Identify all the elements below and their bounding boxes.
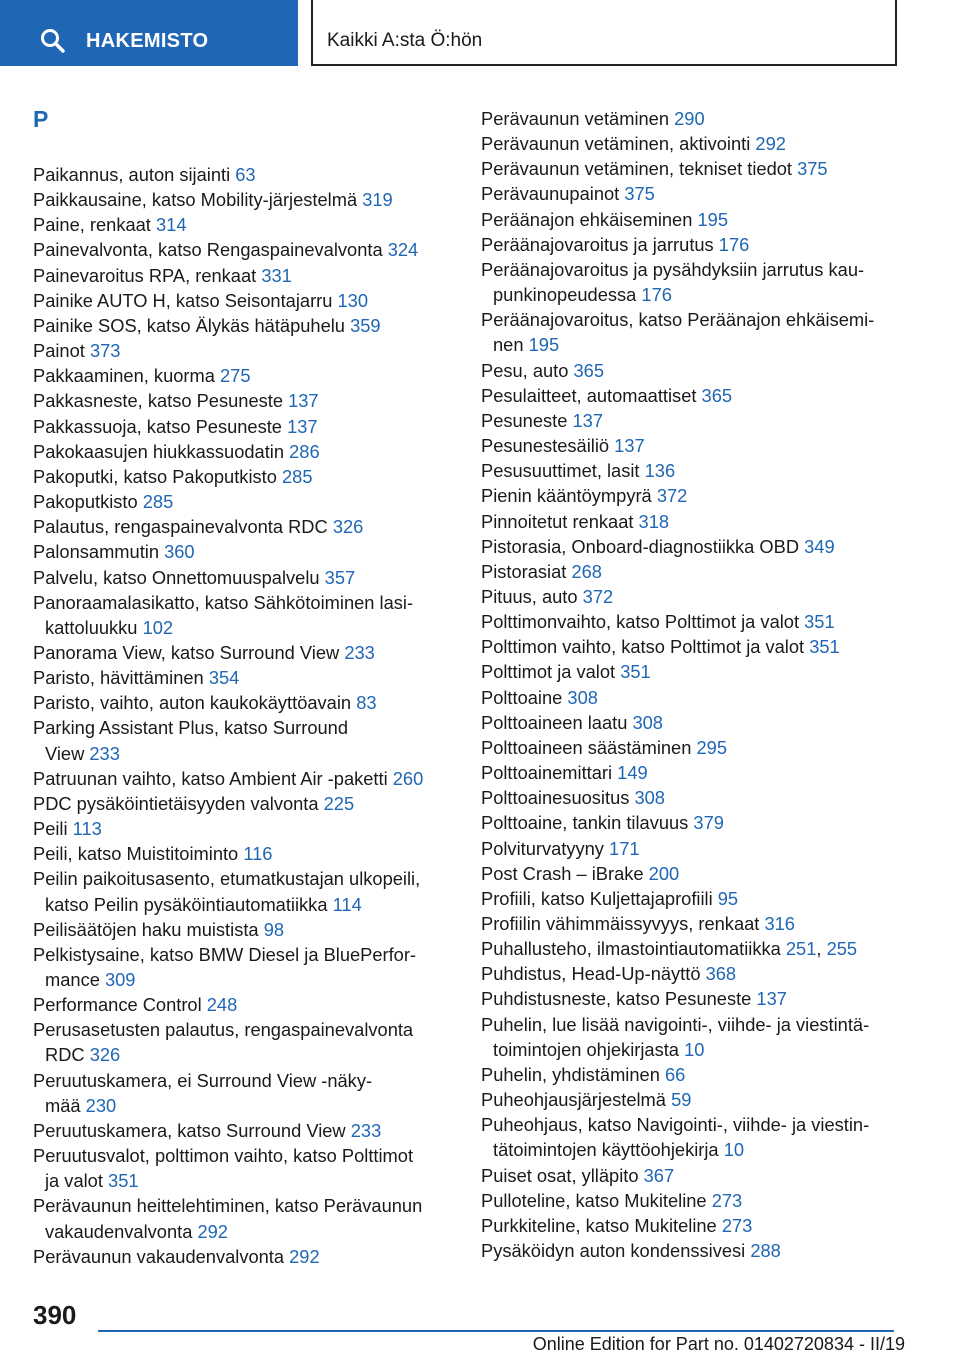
entry-text: Polttimonvaihto, katso Polttimot ja valot: [481, 611, 800, 633]
index-entry: [33, 539, 463, 564]
entry-text: ja valot: [45, 1170, 103, 1192]
page-link[interactable]: 290: [674, 108, 705, 129]
page-link[interactable]: 375: [797, 158, 828, 180]
index-entry: [33, 489, 463, 514]
entry-text: Panorama View, katso Surround View: [33, 641, 340, 663]
entry-text: Puiset osat, ylläpito: [481, 1164, 639, 1186]
entry-text: Puhelin, yhdistäminen: [481, 1063, 660, 1085]
entry-text: Pelkistysaine, katso BMW Diesel ja BluePerfor-: [33, 943, 417, 965]
entry-text: Palautus, rengaspainevalvonta RDC: [33, 516, 328, 538]
index-entry: [481, 685, 901, 710]
entry-text: Pakokaasujen hiukkassuodatin: [33, 440, 285, 462]
entry-text: kattoluukku: [45, 616, 138, 638]
page-link[interactable]: 10: [723, 1139, 745, 1161]
entry-text: Post Crash – iBrake: [481, 862, 644, 884]
index-entry: [481, 1062, 901, 1087]
entry-text: Perävaunun vetäminen, aktivointi: [481, 133, 751, 155]
index-entry: [481, 207, 901, 232]
index-entry: [481, 785, 901, 810]
entry-text: tätoimintojen käyttöohjekirja: [493, 1139, 719, 1161]
entry-text: Puheohjaus, katso Navigointi-, viihde- ja viestin-: [481, 1114, 870, 1136]
index-entry: [33, 212, 463, 237]
index-entry: [33, 917, 463, 942]
index-entry: [481, 861, 901, 886]
index-entry: [33, 162, 463, 187]
page-link[interactable]: 248: [206, 994, 238, 1016]
entry-text: katso Peilin pysäköintiautomatiikka: [45, 893, 328, 915]
page-link[interactable]: 367: [643, 1164, 675, 1186]
entry-text: Painevalvonta, katso Rengaspainevalvonta: [33, 239, 383, 261]
index-entry: [33, 766, 463, 791]
entry-text: Palonsammutin: [33, 541, 159, 563]
entry-text: nen: [493, 334, 524, 356]
page-link[interactable]: 372: [582, 585, 614, 607]
entry-text: Perävaunun vetäminen: [481, 108, 670, 129]
index-entry-continuation: [481, 332, 901, 357]
entry-text: Palvelu, katso Onnettomuuspalvelu: [33, 566, 320, 588]
page-link[interactable]: 372: [656, 485, 688, 507]
page-link[interactable]: 357: [324, 566, 356, 588]
page-link[interactable]: 98: [263, 918, 285, 940]
page-link[interactable]: 116: [243, 843, 273, 865]
entry-text: Puhelin, lue lisää navigointi-, viihde- ja viestintä-: [481, 1013, 870, 1035]
entry-text: Polttoaine: [481, 686, 563, 708]
entry-text: Puheohjausjärjestelmä: [481, 1089, 666, 1111]
entry-text: Peilin paikoitusasento, etumatkustajan ulkopeili,: [33, 868, 421, 890]
page-link[interactable]: 114: [332, 893, 362, 915]
page-link[interactable]: 351: [108, 1170, 139, 1192]
page-link[interactable]: 275: [219, 365, 251, 387]
page-link[interactable]: 308: [632, 711, 663, 733]
index-entry: [33, 992, 463, 1017]
index-entry-continuation: [33, 1093, 463, 1118]
page-separator: ,: [816, 938, 822, 960]
entry-text: Patruunan vaihto, katso Ambient Air -paketti: [33, 767, 388, 789]
entry-text: Pienin kääntöympyrä: [481, 485, 652, 507]
index-entry: [481, 634, 901, 659]
index-entry: [481, 1163, 901, 1188]
entry-text: Peilisäätöjen haku muistista: [33, 918, 259, 940]
page-link[interactable]: 360: [164, 541, 195, 563]
entry-text: Performance Control: [33, 994, 202, 1016]
index-entry: [481, 659, 901, 684]
entry-text: Pistorasiat: [481, 560, 567, 582]
page-link[interactable]: 292: [197, 1220, 228, 1242]
entry-text: Polttoainesuositus: [481, 787, 630, 809]
index-entry: [33, 665, 463, 690]
entry-text: Paristo, vaihto, auton kaukokäyttöavain: [33, 692, 352, 714]
search-icon: [40, 28, 66, 54]
page-link[interactable]: 349: [804, 535, 835, 557]
index-entry: [481, 257, 901, 282]
entry-text: Puhdistusneste, katso Pesuneste: [481, 988, 752, 1010]
index-entry: [481, 1238, 901, 1263]
entry-text: mää: [45, 1094, 81, 1116]
entry-text: Pesu, auto: [481, 359, 569, 381]
index-entry: [33, 464, 463, 489]
edition-footer: Online Edition for Part no. 01402720834 - II/19: [532, 1334, 905, 1354]
entry-text: Pakoputkisto: [33, 491, 138, 513]
index-entry: [33, 187, 463, 212]
index-entry: [33, 816, 463, 841]
entry-text: mance: [45, 969, 100, 990]
index-entry: [481, 1012, 901, 1037]
index-entry: [33, 237, 463, 262]
page-number: 390: [33, 1300, 77, 1330]
entry-text: Peräänajon ehkäiseminen: [481, 208, 693, 230]
index-entry-continuation: [33, 892, 463, 917]
entry-text: Perävaunun vetäminen, tekniset tiedot: [481, 158, 792, 180]
index-entry-continuation: [481, 282, 901, 307]
entry-text: Polttoaineen säästäminen: [481, 736, 692, 758]
entry-text: Peruutuskamera, ei Surround View -näky-: [33, 1069, 373, 1091]
entry-text: Paikannus, auton sijainti: [33, 164, 231, 185]
page-link[interactable]: 288: [750, 1240, 781, 1262]
header-bar: [0, 0, 960, 66]
breadcrumb: [311, 0, 897, 66]
page-link[interactable]: 373: [89, 340, 121, 362]
page-link[interactable]: 326: [332, 516, 364, 538]
index-button-label: HAKEMISTO: [86, 30, 209, 52]
entry-text: Pakkaaminen, kuorma: [33, 365, 215, 387]
index-entry: [481, 1087, 901, 1112]
page-link[interactable]: 176: [641, 284, 672, 306]
index-entry: [33, 263, 463, 288]
page-link[interactable]: 365: [701, 384, 733, 406]
page-link[interactable]: 137: [287, 415, 318, 437]
entry-text: punkinopeudessa: [493, 284, 637, 306]
page-link[interactable]: 137: [288, 390, 319, 412]
entry-text: Painevaroitus RPA, renkaat: [33, 264, 257, 286]
page-link[interactable]: 136: [644, 460, 676, 482]
index-entry: [481, 911, 901, 936]
index-entry: [481, 483, 901, 508]
index-entry: [481, 534, 901, 559]
index-entry: [33, 866, 463, 891]
page-link[interactable]: 251: [785, 938, 817, 960]
page-link[interactable]: 351: [804, 611, 835, 633]
page-link[interactable]: 295: [696, 736, 727, 758]
index-entry: [481, 961, 901, 986]
index-entry: [481, 559, 901, 584]
entry-text: Peili, katso Muistitoiminto: [33, 843, 239, 865]
page-link[interactable]: 233: [350, 1119, 382, 1141]
page-link[interactable]: 316: [764, 913, 795, 934]
index-entry: [481, 358, 901, 383]
index-entry: [33, 791, 463, 816]
page-link[interactable]: 102: [142, 616, 174, 638]
index-entry: [481, 156, 901, 181]
index-entry: [33, 288, 463, 313]
index-entry: [481, 609, 901, 634]
entry-text: Perusasetusten palautus, rengaspainevalvonta: [33, 1019, 414, 1041]
page-link[interactable]: 379: [693, 812, 724, 834]
index-entry: [481, 307, 901, 332]
page-link[interactable]: 314: [156, 214, 187, 236]
index-entry: [33, 640, 463, 665]
page-link[interactable]: 308: [567, 686, 598, 708]
entry-text: Peräänajovaroitus, katso Peräänajon ehkäisemi-: [481, 309, 875, 331]
index-entry-continuation: [33, 1168, 463, 1193]
index-entry: [33, 338, 463, 363]
page-link[interactable]: 309: [104, 969, 136, 990]
index-entry-continuation: [481, 1037, 901, 1062]
entry-text: Peruutuskamera, katso Surround View: [33, 1119, 346, 1141]
index-entry: [481, 1112, 901, 1137]
entry-text: Pesuneste: [481, 409, 568, 431]
index-entry: [481, 710, 901, 735]
page-link[interactable]: 171: [609, 837, 640, 859]
index-entry: [481, 1213, 901, 1238]
entry-text: Pistorasia, Onboard-diagnostiikka OBD: [481, 535, 800, 557]
page-link[interactable]: 318: [638, 510, 670, 532]
entry-text: Pakkassuoja, katso Pesuneste: [33, 415, 282, 437]
entry-text: Pysäköidyn auton kondenssivesi: [481, 1240, 746, 1262]
page-link[interactable]: 63: [235, 164, 256, 185]
index-entry: [481, 458, 901, 483]
entry-text: Paristo, hävittäminen: [33, 667, 204, 689]
page-link[interactable]: 255: [826, 938, 858, 960]
page-link[interactable]: 292: [289, 1245, 320, 1267]
page-link[interactable]: 285: [281, 465, 313, 487]
index-entry: [481, 886, 901, 911]
entry-text: Painike SOS, katso Älykäs hätäpuhelu: [33, 314, 345, 336]
entry-text: Peruutusvalot, polttimon vaihto, katso Polttimot: [33, 1145, 414, 1167]
page-link[interactable]: 292: [755, 133, 786, 155]
entry-text: toimintojen ohjekirjasta: [493, 1038, 679, 1060]
index-entry: [33, 1068, 463, 1093]
page-link[interactable]: 268: [571, 560, 602, 582]
index-entry: [481, 106, 901, 131]
index-entry: [481, 760, 901, 785]
entry-text: vakaudenvalvonta: [45, 1220, 193, 1242]
entry-text: Painot: [33, 340, 85, 362]
index-entry: [481, 408, 901, 433]
page-link[interactable]: 137: [572, 409, 603, 431]
entry-text: Peili: [33, 818, 68, 840]
page-link[interactable]: 354: [208, 667, 240, 689]
page-link[interactable]: 195: [697, 208, 729, 230]
entry-text: Polttimot ja valot: [481, 661, 616, 683]
page-link[interactable]: 195: [528, 334, 560, 356]
index-entry: [33, 1244, 463, 1269]
entry-text: PDC pysäköintietäisyyden valvonta: [33, 792, 319, 814]
index-entry: [481, 509, 901, 534]
index-entry: [481, 836, 901, 861]
index-entry-continuation: [481, 1137, 901, 1162]
index-entry: [33, 514, 463, 539]
index-entry: [481, 181, 901, 206]
index-entry: [33, 942, 463, 967]
entry-text: Peräänajovaroitus ja pysähdyksiin jarrutus kau-: [481, 258, 865, 280]
page-link[interactable]: 273: [711, 1189, 743, 1211]
page-link[interactable]: 324: [387, 239, 419, 261]
page-link[interactable]: 137: [614, 435, 645, 457]
index-entry: [481, 1188, 901, 1213]
index-entry: [33, 590, 463, 615]
page-link[interactable]: 149: [617, 762, 648, 784]
page-link[interactable]: 375: [624, 183, 655, 205]
index-entry-continuation: [33, 967, 463, 992]
index-entry: [33, 1118, 463, 1143]
entry-text: Pesusuuttimet, lasit: [481, 460, 640, 482]
index-entry: [33, 388, 463, 413]
entry-text: Pulloteline, katso Mukiteline: [481, 1189, 707, 1211]
page-link[interactable]: 200: [648, 862, 680, 884]
entry-text: Polviturvatyyny: [481, 837, 604, 859]
index-entry: [481, 433, 901, 458]
entry-text: Paikkausaine, katso Mobility-järjestelmä: [33, 189, 358, 211]
entry-text: Pakkasneste, katso Pesuneste: [33, 390, 283, 412]
entry-text: Profiilin vähimmäissyvyys, renkaat: [481, 913, 760, 934]
entry-text: Purkkiteline, katso Mukiteline: [481, 1214, 717, 1236]
index-search-button[interactable]: [0, 0, 298, 66]
index-entry: [33, 715, 463, 740]
index-entry-continuation: [33, 615, 463, 640]
entry-text: Polttimon vaihto, katso Polttimot ja valot: [481, 636, 805, 658]
index-entry-continuation: [33, 1042, 463, 1067]
entry-text: Polttoainemittari: [481, 762, 613, 784]
page-link[interactable]: 365: [573, 359, 605, 381]
page-link[interactable]: 59: [671, 1089, 692, 1111]
entry-text: RDC: [45, 1044, 85, 1066]
page-link[interactable]: 230: [85, 1094, 117, 1116]
page-link[interactable]: 233: [344, 641, 375, 663]
page-link[interactable]: 137: [756, 988, 787, 1010]
entry-text: Painike AUTO H, katso Seisontajarru: [33, 289, 333, 311]
index-entry: [481, 936, 901, 961]
entry-text: Polttoaine, tankin tilavuus: [481, 812, 689, 834]
page-link[interactable]: 308: [634, 787, 665, 809]
page-link[interactable]: 66: [664, 1063, 686, 1085]
entry-text: Parking Assistant Plus, katso Surround: [33, 717, 349, 739]
index-entry: [481, 584, 901, 609]
index-entry: [481, 810, 901, 835]
entry-text: Perävaunupainot: [481, 183, 620, 205]
entry-text: Profiili, katso Kuljettajaprofiili: [481, 887, 713, 909]
entry-text: Paine, renkaat: [33, 214, 151, 236]
entry-text: Polttoaineen laatu: [481, 711, 628, 733]
page-link[interactable]: 319: [362, 189, 393, 211]
entry-text: Pituus, auto: [481, 585, 578, 607]
index-entry: [481, 131, 901, 156]
index-entry-continuation: [33, 1219, 463, 1244]
page-link[interactable]: 368: [705, 963, 737, 985]
index-entry-continuation: [33, 741, 463, 766]
index-column-left: [33, 106, 463, 1269]
entry-text: Perävaunun heittelehtiminen, katso Perävaunun: [33, 1195, 423, 1217]
footer-divider: [98, 1330, 894, 1332]
entry-text: Pakoputki, katso Pakoputkisto: [33, 465, 277, 487]
section-letter: P: [33, 106, 49, 132]
index-entry: [33, 363, 463, 388]
index-entry: [33, 313, 463, 338]
page-link[interactable]: 285: [142, 491, 174, 513]
index-entry: [481, 383, 901, 408]
entry-text: View: [45, 742, 85, 764]
page-link[interactable]: 359: [350, 314, 381, 336]
entry-text: Puhallusteho, ilmastointiautomatiikka: [481, 938, 781, 960]
index-entry: [33, 690, 463, 715]
index-entry: [33, 841, 463, 866]
index-entry: [33, 414, 463, 439]
index-entry: [33, 1143, 463, 1168]
page-link[interactable]: 351: [620, 661, 651, 683]
index-entry: [33, 1193, 463, 1218]
page-link[interactable]: 83: [356, 692, 377, 714]
index-entry: [481, 232, 901, 257]
page-link[interactable]: 351: [809, 636, 840, 658]
index-entry: [33, 565, 463, 590]
page-link[interactable]: 130: [337, 289, 369, 311]
page-link[interactable]: 326: [89, 1044, 121, 1066]
index-entry: [33, 1017, 463, 1042]
entry-text: Pinnoitetut renkaat: [481, 510, 634, 532]
entry-text: Puhdistus, Head-Up-näyttö: [481, 963, 701, 985]
page-link[interactable]: 95: [717, 887, 739, 909]
page-link[interactable]: 273: [721, 1214, 753, 1236]
entry-text: Panoraamalasikatto, katso Sähkötoiminen lasi-: [33, 591, 414, 613]
entry-text: Peräänajovaroitus ja jarrutus: [481, 233, 714, 255]
page-link[interactable]: 260: [392, 767, 424, 789]
entry-text: Pesunestesäiliö: [481, 435, 610, 457]
entry-text: Pesulaitteet, automaattiset: [481, 384, 697, 406]
page-link[interactable]: 331: [261, 264, 292, 286]
page-link[interactable]: 225: [323, 792, 355, 814]
page-link[interactable]: 176: [718, 233, 750, 255]
index-column-right: [481, 106, 901, 1263]
page-link[interactable]: 286: [289, 440, 320, 462]
page-link[interactable]: 233: [89, 742, 120, 764]
page-link[interactable]: 113: [72, 818, 102, 840]
index-entry: [33, 439, 463, 464]
entry-text: Perävaunun vakaudenvalvonta: [33, 1245, 285, 1267]
breadcrumb-label: Kaikki A:sta Ö:hön: [327, 30, 483, 51]
index-entry: [481, 986, 901, 1011]
index-entry: [481, 735, 901, 760]
page-link[interactable]: 10: [684, 1038, 705, 1060]
